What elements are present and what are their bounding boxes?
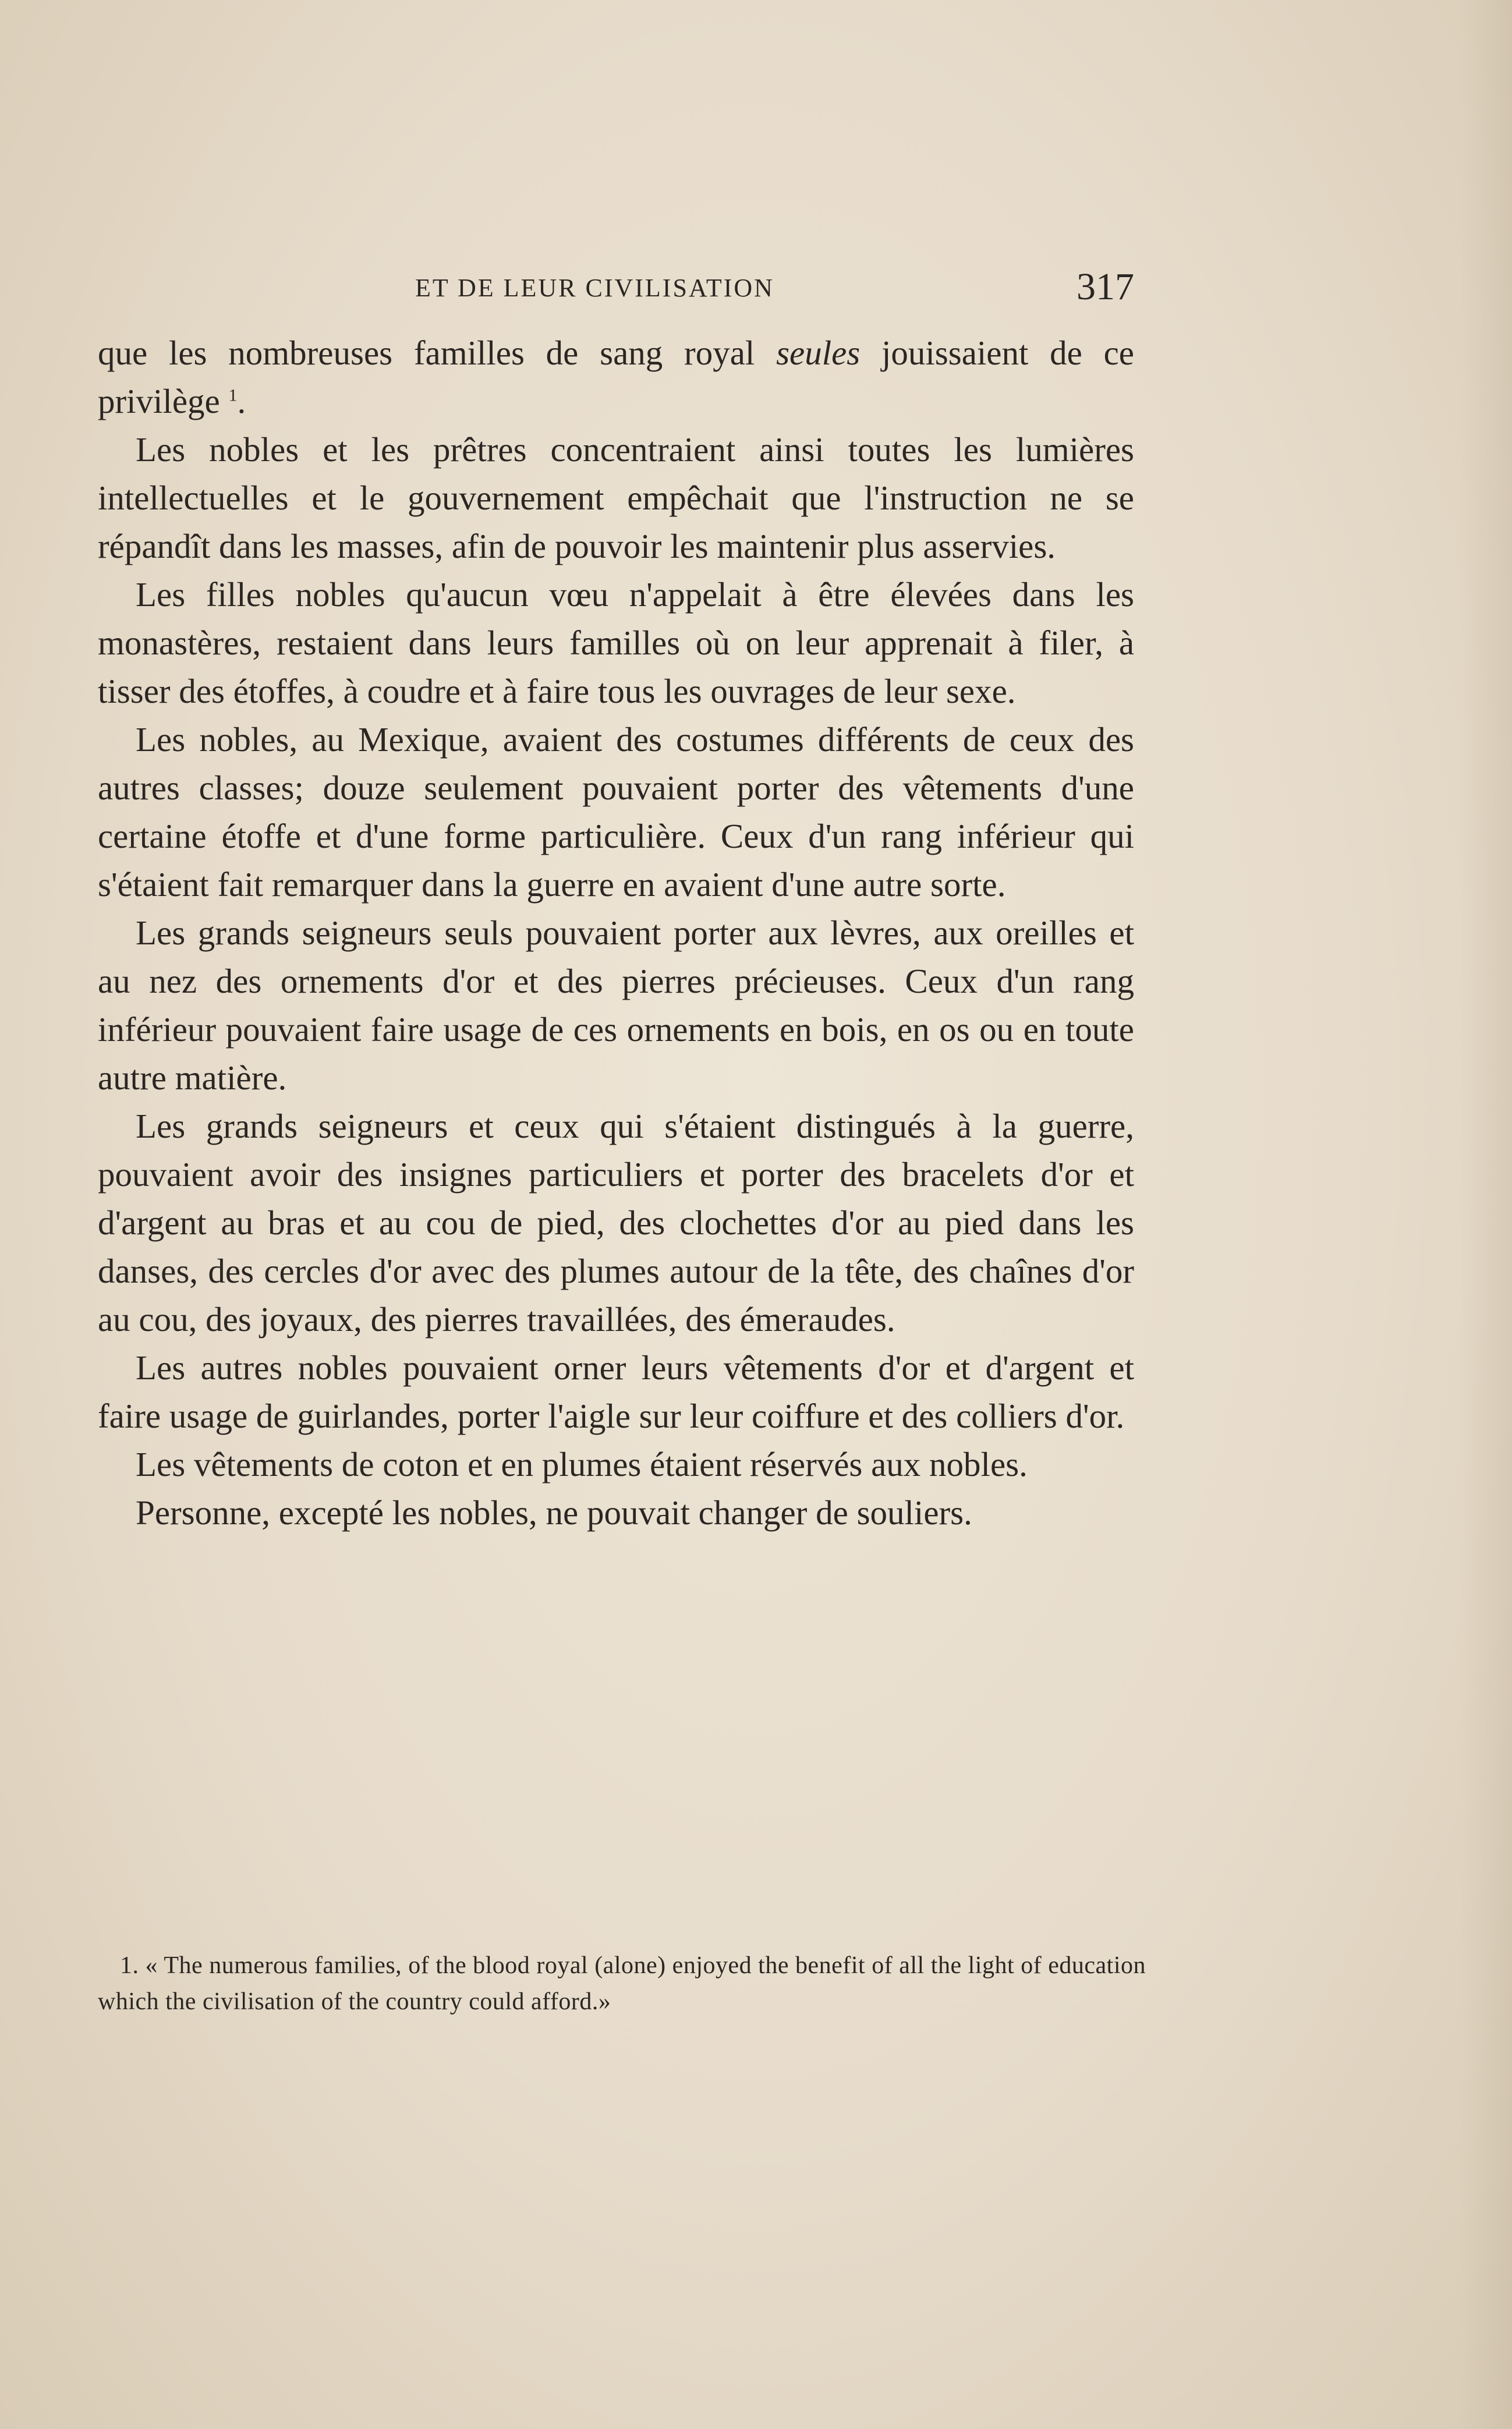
body-text <box>98 329 1134 1537</box>
footnote: 1. « The numerous families, of the blood royal (alone) enjoyed the benefit of all the light of education which the civilisation of the country could afford.» <box>98 1952 1146 2015</box>
running-head <box>98 265 1134 311</box>
paragraph-1-text-cont: jouissaient de ce privilège <box>98 334 1134 420</box>
footnote-reference: 1 <box>228 385 238 405</box>
italic-seules: seules <box>776 334 861 372</box>
page-number: 317 <box>1077 265 1134 308</box>
paragraph-1-text: que les nombreuses familles de sang royal <box>98 334 777 372</box>
paragraph-5: Les grands seigneurs seuls pouvaient porter aux lèvres, aux oreilles et au nez des ornements d'or et des pierres précieuses. Ceux d'un rang inférieur pouvaient faire usage de ces ornements en bois, en os ou en toute autre matière. <box>98 913 1134 1097</box>
paragraph-2: Les nobles et les prêtres concentraient ainsi toutes les lumières intellectuelles et le gouvernement empêchait que l'instruction ne se répandît dans les masses, afin de pouvoir les maintenir plus asservies. <box>98 430 1134 565</box>
paragraph-6: Les grands seigneurs et ceux qui s'étaient distingués à la guerre, pouvaient avoir des insignes particuliers et porter des bracelets d'or et d'argent au bras et au cou de pied, des clochettes d'or au pied dans les danses, des cercles d'or avec des plumes autour de la tête, des chaînes d'or au cou, des joyaux, des pierres travaillées, des émeraudes. <box>98 1107 1134 1339</box>
paragraph-3: Les filles nobles qu'aucun vœu n'appelait à être élevées dans les monastères, restaient dans leurs familles où on leur apprenait à filer, à tisser des étoffes, à coudre et à faire tous les ouvrages de leur sexe. <box>98 575 1134 710</box>
paragraph-7: Les autres nobles pouvaient orner leurs vêtements d'or et d'argent et faire usage de guirlandes, porter l'aigle sur leur coiffure et des colliers d'or. <box>98 1348 1134 1435</box>
page-edge-shadow <box>1460 0 1512 2429</box>
paragraph-4: Les nobles, au Mexique, avaient des costumes différents de ceux des autres classes; douze seulement pouvaient porter des vêtements d'une certaine étoffe et d'une forme particulière. Ceux d'un rang inférieur qui s'étaient fait remarquer dans la guerre en avaient d'une autre sorte. <box>98 720 1134 904</box>
paragraph-1-end: . <box>237 382 246 420</box>
paragraph-1 <box>98 329 1134 426</box>
running-title: ET DE LEUR CIVILISATION <box>415 274 774 302</box>
paragraph-9: Personne, excepté les nobles, ne pouvait changer de souliers. <box>136 1493 972 1532</box>
paragraph-8: Les vêtements de coton et en plumes étaient réservés aux nobles. <box>136 1445 1028 1483</box>
